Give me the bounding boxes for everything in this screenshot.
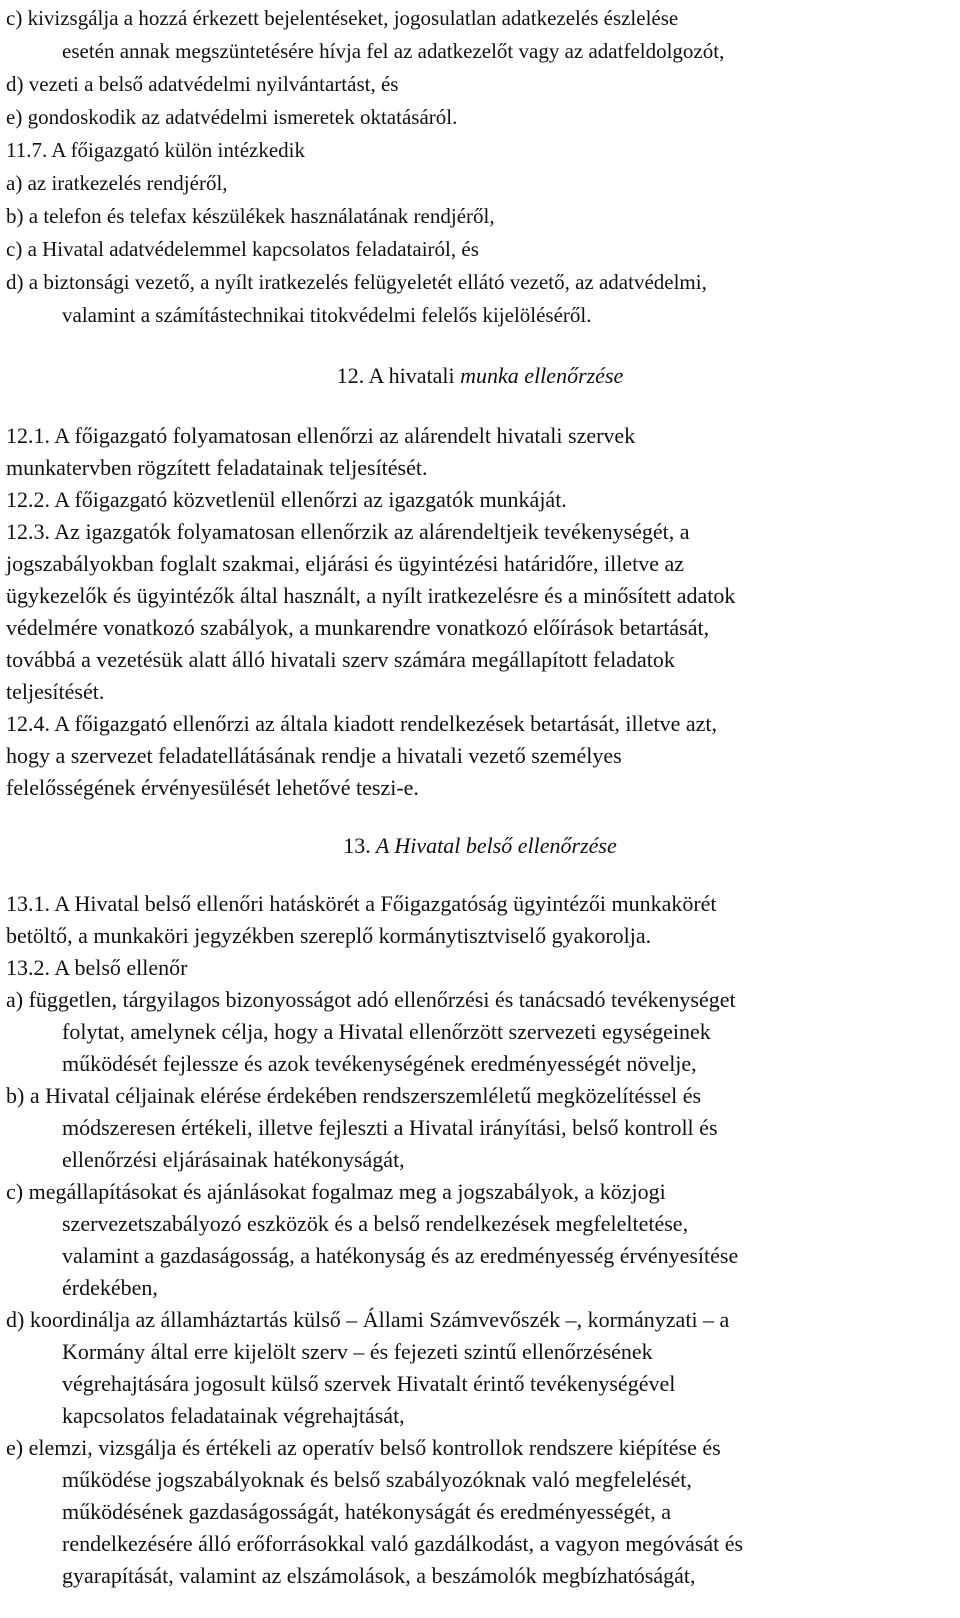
text-line: végrehajtására jogosult külső szervek Hivatalt érintő tevékenységével [62,1371,676,1396]
text-line: 12.1. A főigazgató folyamatosan ellenőrzi az alárendelt hivatali szervek [6,423,636,448]
document-page: c) kivizsgálja a hozzá érkezett bejelentéseket, jogosulatlan adatkezelés észlelése esetén annak megszüntetésére hívja fel az adatkezelőt vagy az adatfeldolgozót, d) vezeti a belső adatvédelmi nyilvántartást, és e) gondoskodik az adatvédelmi ismeretek oktatásáról. 11.7. A főigazgató külön intézkedik a) az iratkezelés rendjéről, b) a telefon és telefax készülékek használatának rendjéről, c) a Hivatal adatvédelemmel kapcsolatos feladatairól, és d) a biztonsági vezető, a nyílt iratkezelés felügyeletét ellátó vezető, az adatvédelmi, valamint a számítástechnikai titokvédelmi felelős kijelöléséről. 12. A hivatali munka ellenőrzése 12.1. A főigazgató folyamatosan ellenőrzi az alárendelt hivatali szervek munkatervben rögzített feladatainak teljesítését. 12.2. A főigazgató közvetlenül ellenőrzi az igazgatók munkáját. 12.3. Az igazgatók folyamatosan ellenőrzik az alárendeltjeik tevékenységét, a jogszabályokban foglalt szakmai, eljárási és ügyintézési határidőre, illetve az ügykezelők és ügyintézők által használt, a nyílt iratkezelésre és a minősített adatok védelmére vonatkozó szabályok, a munkarendre vonatkozó előírások betartását, továbbá a vezetésük alatt álló hivatali szerv számára megállapított feladatok teljesítését. 12.4. A főigazgató ellenőrzi az általa kiadott rendelkezések betartását, illetve azt, hogy a szervezet feladatellátásának rendje a hivatali vezető személyes felelősségének érvényesülését lehetővé teszi-e. 13. A Hivatal belső ellenőrzése 13.1. A Hivatal belső ellenőri hatáskörét a Főigazgatóság ügyintézői munkakörét betöltő, a munkaköri jegyzékben szereplő kormánytisztviselő gyakorolja. 13.2. A belső ellenőr a) független, tárgyilagos bizonyosságot adó ellenőrzési és tanácsadó tevékenységet folytat, amelynek célja, hogy a Hivatal ellenőrzött szervezeti egységeinek működését fejlessze és azok tevékenységének eredményességét növelje, b) a Hivatal céljainak elérése érdekében rendszerszemléletű megközelítéssel és módszeresen értékeli, illetve fejleszti a Hivatal irányítási, belső kontroll és ellenőrzési eljárásainak hatékonyságát, c) megállapításokat és ajánlásokat fogalmaz meg a jogszabályok, a közjogi szervezetszabályozó eszközök és a belső rendelkezések megfeleltetése, valamint a gazdaságosság, a hatékonyság és az eredményesség érvényesítése érdekében, d) koordinálja az államháztartás külső – Állami Számvevőszék –, kormányzati – a Kormány által erre kijelölt szerv – és fejezeti szintű ellenőrzésének végrehajtására jogosult külső szervek Hivatalt érintő tevékenységével kapcsolatos feladatainak végrehajtását, e) elemzi, vizsgálja és értékeli az operatív belső kontrollok rendszere kiépítése és működése jogszabályoknak és belső szabályozóknak való megfelelését, működésének gazdaságosságát, hatékonyságát és eredményességét, a rendelkezésére álló erőforrásokkal való gazdálkodást, a vagyon megóvását és gyarapítását, valamint az elszámolások, a beszámolók megbízhatóságát, [0,0,960,1618]
section-heading-12: 12. A hivatali munka ellenőrzése [336,363,624,388]
section-heading-13: 13. A Hivatal belső ellenőrzése [343,833,617,858]
text-line: folytat, amelynek célja, hogy a Hivatal ellenőrzött szervezeti egységeinek [62,1019,711,1044]
text-line: működésének gazdaságosságát, hatékonyságát és eredményességét, a [62,1499,672,1524]
text-line: hogy a szervezet feladatellátásának rendje a hivatali vezető személyes [6,743,622,768]
text-line: Kormány által erre kijelölt szerv – és fejezeti szintű ellenőrzésének [62,1339,653,1364]
